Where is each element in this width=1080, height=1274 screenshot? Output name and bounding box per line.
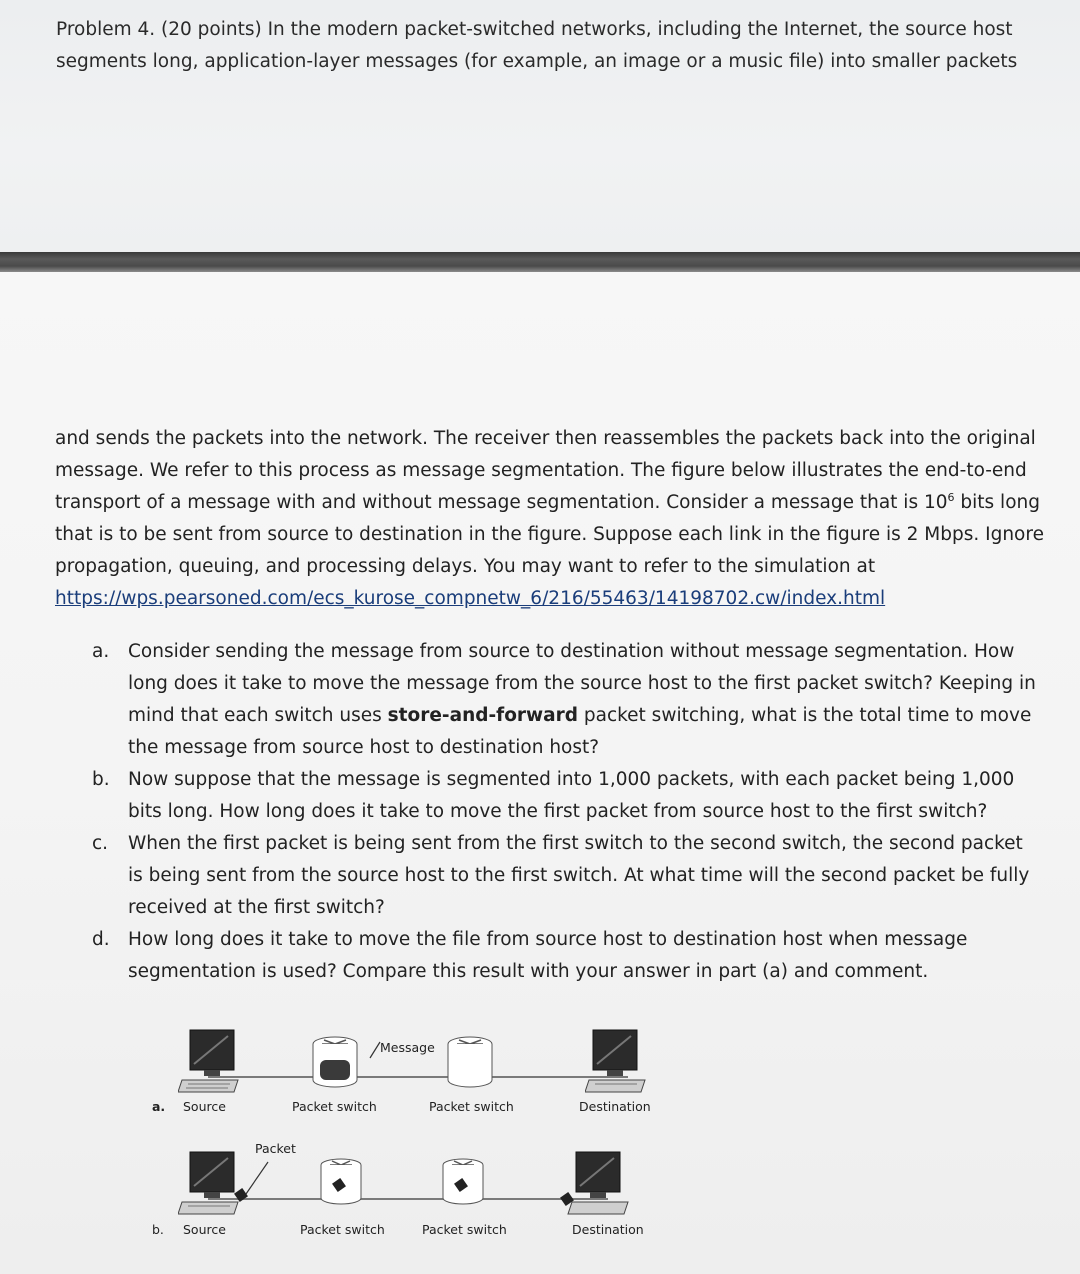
question-d: [92, 924, 1042, 988]
packet-switch-icon: [440, 1156, 486, 1208]
destination-label: Destination: [572, 1222, 644, 1237]
destination-label: Destination: [579, 1099, 651, 1114]
body-part1: and sends the packets into the network. The receiver then reassembles the packets back into the original message. We refer to this process as message segmentation. The figure below illustrates the end-to-end transport of a message with and without message segmentation. Consider a message that is: [55, 428, 1036, 513]
simulation-link[interactable]: https://wps.pearsoned.com/ecs_kurose_compnetw_6/216/55463/14198702.cw/index.html: [55, 588, 886, 609]
question-text: When the first packet is being sent from the first switch to the second switch, the second packet is being sent from the source host to the first switch. At what time will the second packet be fully received at the first switch?: [128, 833, 1030, 918]
question-b: [92, 764, 1042, 828]
question-text-post: packet switching, what is the total time to move the message from source host to destination host?: [128, 705, 1032, 758]
question-text-bold: store-and-forward: [387, 705, 578, 726]
source-label: Source: [183, 1099, 226, 1114]
problem-body: [55, 423, 1045, 615]
problem-header: Problem 4. (20 points) In the modern packet-switched networks, including the Internet, the source host segments long, application-layer messages (for example, an image or a music file) into smaller packets: [56, 19, 1018, 72]
question-letter: a.: [92, 641, 110, 662]
bits-base: 10: [923, 492, 948, 513]
question-a: [92, 636, 1042, 764]
question-text: Now suppose that the message is segmented into 1,000 packets, with each packet being 1,000 bits long. How long does it take to move the first packet from source host to the first switch?: [128, 769, 1015, 822]
source-computer-icon: [178, 1028, 242, 1094]
switch-label: Packet switch: [300, 1222, 385, 1237]
row-a-marker: a.: [152, 1099, 166, 1114]
segmentation-figure: [0, 1010, 1080, 1260]
switch-label: Packet switch: [429, 1099, 514, 1114]
question-c: [92, 828, 1042, 924]
question-text: How long does it take to move the file from source host to destination host when message segmentation is used? Compare this result with your answer in part (a) and comment.: [128, 929, 968, 982]
packet-switch-icon: [445, 1034, 495, 1090]
question-letter: d.: [92, 929, 110, 950]
body-part2: bits long that is to be sent from source to destination in the figure. Suppose each link in the figure is 2 Mbps. Ignore propagation, queuing, and processing delays. You may want to refer to the simulation at: [55, 492, 1044, 577]
question-letter: b.: [92, 769, 110, 790]
packet-switch-icon: [310, 1034, 360, 1090]
separator-bar: [0, 252, 1080, 272]
switch-label: Packet switch: [292, 1099, 377, 1114]
packet-label: Packet: [255, 1141, 296, 1156]
source-label: Source: [183, 1222, 226, 1237]
bits-exponent: 6: [947, 490, 955, 504]
packet-pointer: [232, 1160, 272, 1206]
question-text: [128, 636, 1042, 764]
destination-computer-icon: [585, 1028, 649, 1094]
row-b-marker: b.: [152, 1222, 164, 1237]
packet-switch-icon: [318, 1156, 364, 1208]
question-list: [92, 636, 1042, 988]
link-line: [208, 1076, 628, 1078]
message-label: Message: [380, 1040, 435, 1055]
question-letter: c.: [92, 833, 109, 854]
switch-label: Packet switch: [422, 1222, 507, 1237]
destination-computer-icon: [560, 1150, 630, 1216]
question-text-pre: Consider sending the message from source to destination without message segmentation. How long does it take to move the message from the source host to the first packet switch? Keeping in mind that each switch uses: [128, 641, 1036, 726]
